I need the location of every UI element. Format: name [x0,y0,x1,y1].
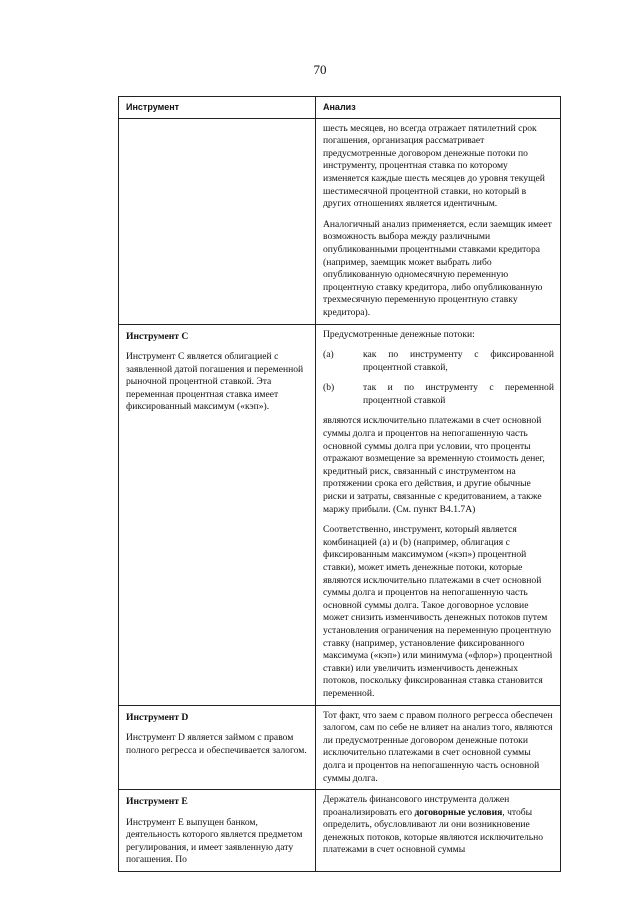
table-header-row [119,97,561,119]
instrument-cell [119,324,316,705]
page-number: 70 [313,62,327,77]
analysis-paragraph: шесть месяцев, но всегда отражает пятилетний срок погашения, организация рассматривает предусмотренные договором денежные потоки по инструменту, процентная ставка по которому изменяется каждые шесть месяцев до уровня текущей шестимесячной процентной ставки, но который в других отношениях является идентичным. [323,122,545,210]
instrument-cell [119,790,316,872]
analysis-paragraph: являются исключительно платежами в счет основной суммы долга и процентов на непогашенную часть основной суммы долга при условии, что проценты отражают возмещение за временную стоимость денег, кредитный риск, связанный с инструментом на протяжении срока его действия, и другие обычные риски и затраты, связанные с кредитованием, а также маржу прибыли. (См. пункт В4.1.7А) [323,415,545,515]
table-row [119,118,561,324]
instrument-name: Инструмент С [126,330,189,342]
table-row [119,790,561,872]
header-instrument: Инструмент [119,97,316,119]
instrument-cell [119,118,316,324]
instrument-description: Инструмент Е выпущен банком, деятельность которого является предметом регулирования, и имеет заявленную дату погашения. По [126,816,303,866]
instrument-name: Инструмент Е [126,796,188,808]
instrument-cell [119,705,316,790]
header-analysis: Анализ [316,97,561,119]
analysis-cell [316,790,561,872]
list-item-label: (b) [323,382,335,394]
table-row [119,324,561,705]
list-item [323,382,554,407]
list-item-label: (a) [323,349,334,361]
analysis-paragraph: Тот факт, что заем с правом полного регресса обеспечен залогом, сам по себе не влияет на анализ того, являются ли предусмотренные договором денежные потоки исключительно платежами в счет основной суммы долга и процентов на непогашенную часть основной суммы долга. [323,709,553,784]
text-run: , чтобы определить, обусловливают ли они возникновение денежных потоков, которые являются исключительно платежами в счет основной суммы [323,806,544,856]
instrument-description: Инструмент D является займом с правом полного регресса и обеспечивается залогом. [126,732,307,756]
analysis-cell [316,324,561,705]
analysis-paragraph: Соответственно, инструмент, который является комбинацией (a) и (b) (например, облигация с фиксированным максимумом («кэп») процентной ставки), может иметь денежные потоки, которые являются исключительно платежами в счет основной суммы долга и процентов на непогашенную часть основной суммы долга. Такое договорное условие может снизить изменчивость денежных потоков путем установления ограничения на переменную процентную ставку (например, установление фиксированного максимума («кэп») или минимума («флор») процентной ставки) или увеличить изменчивость денежных потоков, поскольку фиксированная ставка становится переменной. [323,524,553,699]
analysis-cell [316,118,561,324]
list-item-text: как по инструменту с фиксированной процентной ставкой, [363,349,554,373]
analysis-paragraph [323,794,554,857]
instrument-name: Инструмент D [126,711,189,723]
table-row [119,705,561,790]
list-item-text: так и по инструменту с переменной процентной ставкой [363,382,554,406]
bold-term: договорные условия [414,806,503,818]
analysis-table [118,96,561,872]
list-item [323,349,554,374]
text-run: Держатель финансового инструмента должен проанализировать его [323,794,510,818]
analysis-cell [316,705,561,790]
analysis-paragraph: Аналогичный анализ применяется, если заемщик имеет возможность выбора между различными опубликованными процентными ставками кредитора (например, заемщик может выбрать либо опубликованную одномесячную переменную процентную ставку кредитора, либо опубликованную трехмесячную переменную процентную ставку кредитора). [323,218,552,318]
analysis-paragraph: Предусмотренные денежные потоки: [323,328,475,340]
instrument-description: Инструмент С является облигацией с заявленной датой погашения и переменной рыночной процентной ставкой. Эта переменная процентная ставка имеет фиксированный максимум («кэп»). [126,351,304,413]
